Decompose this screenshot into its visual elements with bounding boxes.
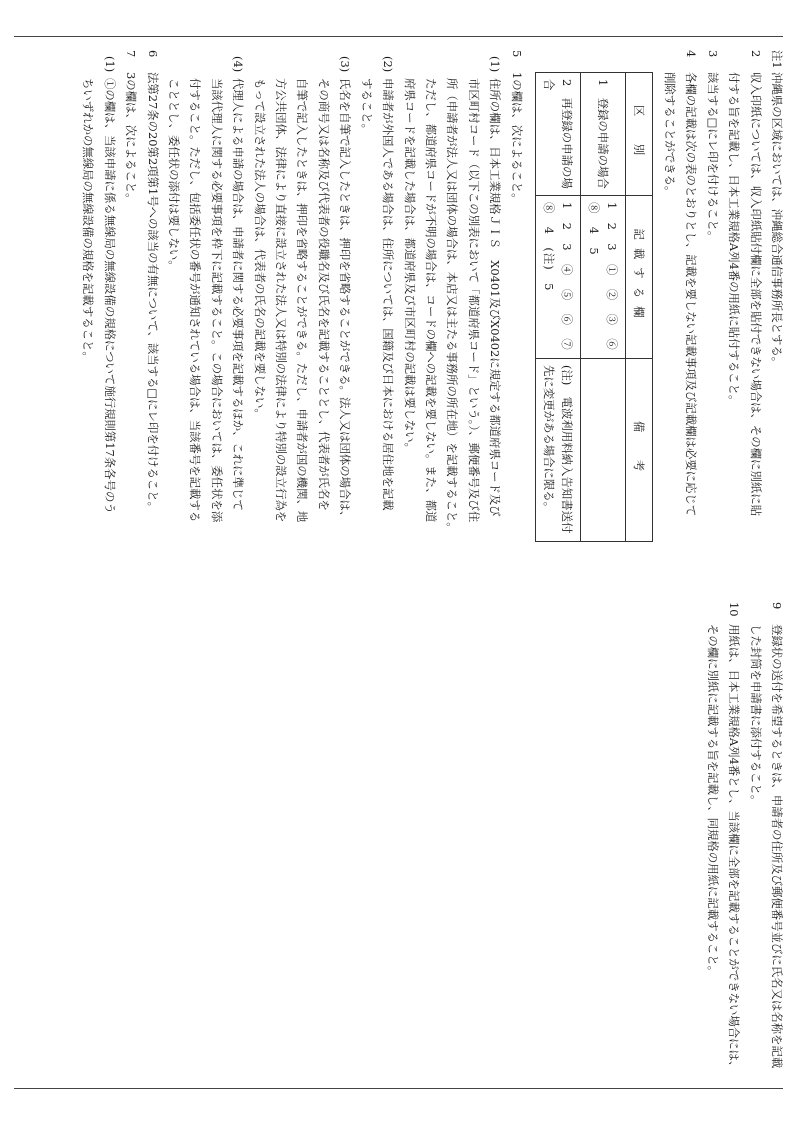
subitem-line: 氏名を自筆で記入したときは、押印を省略することができる。法人又は団体の場合は、: [338, 78, 353, 523]
table-row: [535, 73, 580, 542]
note-text: 該当する□にレ印を付けること。: [705, 72, 720, 243]
subitem-line: ①の欄は、当該申請に係る無線局の無線設備の規格について施行規則第17条各号のう: [102, 78, 117, 514]
subitem-number: (2): [381, 56, 396, 73]
note-number: 注1: [770, 50, 784, 69]
subitem-line: 当該代理人に関する必要事項を枠下に記載すること。この場合においては、委任状を添: [209, 78, 224, 523]
bottom-rule: [14, 1088, 783, 1089]
table-cell-kubun: 1 登録の申請の場合: [580, 73, 625, 196]
subitem-7-1: [77, 50, 120, 560]
table-cell-ran: 1 2 3 ④ ⑤ ⑥ ⑦ ⑧ 4 (注) 5: [535, 196, 580, 359]
note-text: 沖縄県の区域においては、沖縄総合通信事務所長とする。: [770, 72, 784, 369]
note-text: 3の欄は、次によること。: [124, 72, 139, 205]
note-4: [659, 50, 702, 560]
note-line: 登録状の送付を希望するときは、申請者の住所及び郵便番号並びに氏名又は名称を記載: [770, 624, 784, 1069]
note-text: 法第27条の20第2項第1号への該当の有無について、該当する□にレ印を付けること。: [145, 72, 160, 514]
subitem-line: 住所の欄は、日本工業規格ＪＩＳ X0401及びX0402に規定する都道府県コード及び: [488, 78, 503, 517]
table-cell-biko: [580, 359, 625, 542]
subitem-line: 代理人による申請の場合は、申請者に関する必要事項を記載するほか、これに準じて: [231, 78, 246, 511]
note-line: 付する旨を記載し、日本工業規格A列4番の用紙に貼付すること。: [727, 72, 742, 407]
note-line: 用紙は、日本工業規格A列4番とし、当該欄に全部を記載することができない場合には、: [727, 624, 742, 1073]
subitem-line: 申請者が外国人である場合は、住所については、国籍及び日本における居住地を記載: [381, 78, 396, 511]
table-cell-ran: 1 2 3 ① ② ③ ⑥ ⑧ 4 5: [580, 196, 625, 359]
subitem-line: 方公共団体、法律により直接に設立された法人又は特別の法律により特別の設立行為を: [274, 78, 289, 523]
note-10: [701, 602, 744, 1080]
top-rule: [14, 36, 783, 37]
note-number: 9: [770, 602, 784, 610]
note-line: 各欄の記載は次の表のとおりとし、記載を要しない記載事項及び記載欄は必要に応じて: [684, 72, 699, 517]
note-number: 4: [684, 50, 699, 58]
note-number: 3: [705, 50, 720, 58]
table-header-ran: 記載する欄: [625, 196, 652, 359]
subitem-5-4: [163, 50, 249, 560]
note-7: [120, 50, 141, 560]
note-6: [141, 50, 162, 560]
note-1: [766, 50, 787, 560]
table-cell-biko: (注) 電波利用料納入告知書送付先に変更がある場合に限る。: [535, 359, 580, 542]
subitem-number: (1): [102, 56, 117, 73]
note-number: 5: [509, 50, 524, 58]
subitem-line: 市区町村コード（以下この別表において「都道府県コード」という。）、郵便番号及び住: [466, 78, 481, 523]
note-number: 6: [145, 50, 160, 58]
subitem-5-1: [398, 50, 505, 560]
right-column: [701, 602, 787, 1080]
note-5: [505, 50, 526, 560]
subitem-line: こととし、委任状の添付は要しない。: [167, 78, 182, 272]
subitem-line: その商号又は名称及び代表者の役職名及び氏名を記載することとし、代表者が氏名を: [316, 78, 331, 511]
table-row: [580, 73, 625, 542]
subitem-number: (4): [231, 56, 246, 73]
subitem-number: (1): [488, 56, 503, 73]
subitem-line: 付すること。ただし、包括委任状の番号が通知されている場合は、当該番号を記載する: [188, 78, 203, 523]
note-number: 7: [124, 50, 139, 58]
left-column: [77, 50, 787, 560]
table-header-biko: 備 考: [625, 359, 652, 542]
note-line: した封筒を申請書に添付すること。: [748, 624, 763, 807]
note-number: 10: [727, 602, 742, 617]
note-2: [723, 50, 766, 560]
note-number: 2: [748, 50, 763, 58]
subitem-line: 府県コードを記載した場合は、都道府県及び市区町村の記載は要しない。: [402, 78, 417, 454]
subitem-line: すること。: [359, 78, 374, 135]
note-text: 1の欄は、次によること。: [509, 72, 524, 205]
subitem-5-3: [248, 50, 355, 560]
entry-table: [535, 72, 653, 542]
subitem-line: 所（申請者が法人又は団体の場合は、本店又は主たる事務所の所在地）を記載すること。: [445, 78, 460, 534]
table-header-row: [625, 73, 652, 542]
note-9: [744, 602, 787, 1080]
subitem-line: ただし、都道府県コードが不明の場合は、コードの欄への記載を要しない。また、都道: [423, 78, 438, 523]
subitem-number: (3): [338, 56, 353, 73]
note-line: 削除することができる。: [662, 72, 677, 198]
table-cell-kubun: 2 再登録の申請の場合: [535, 73, 580, 196]
subitem-line: もって設立された法人の場合は、代表者の氏名の記載を要しない。: [252, 78, 267, 420]
note-line: その欄に別紙に記載する旨を記載し、同規格の用紙に記載すること。: [705, 624, 720, 978]
subitem-line: 自筆で記入したときは、押印を省略することができる。ただし、申請者が国の機関、地: [295, 78, 310, 523]
table-header-kubun: 区 別: [625, 73, 652, 196]
note-3: [701, 50, 722, 560]
subitem-line: ちいずれかの無線局の無線設備の規格を記載すること。: [81, 78, 96, 363]
subitem-5-2: [355, 50, 398, 560]
note-line: 収入印紙については、収入印紙貼付欄に全部を貼付できない場合は、その欄に別紙に貼: [748, 72, 763, 517]
rotated-content: [10, 46, 787, 1086]
